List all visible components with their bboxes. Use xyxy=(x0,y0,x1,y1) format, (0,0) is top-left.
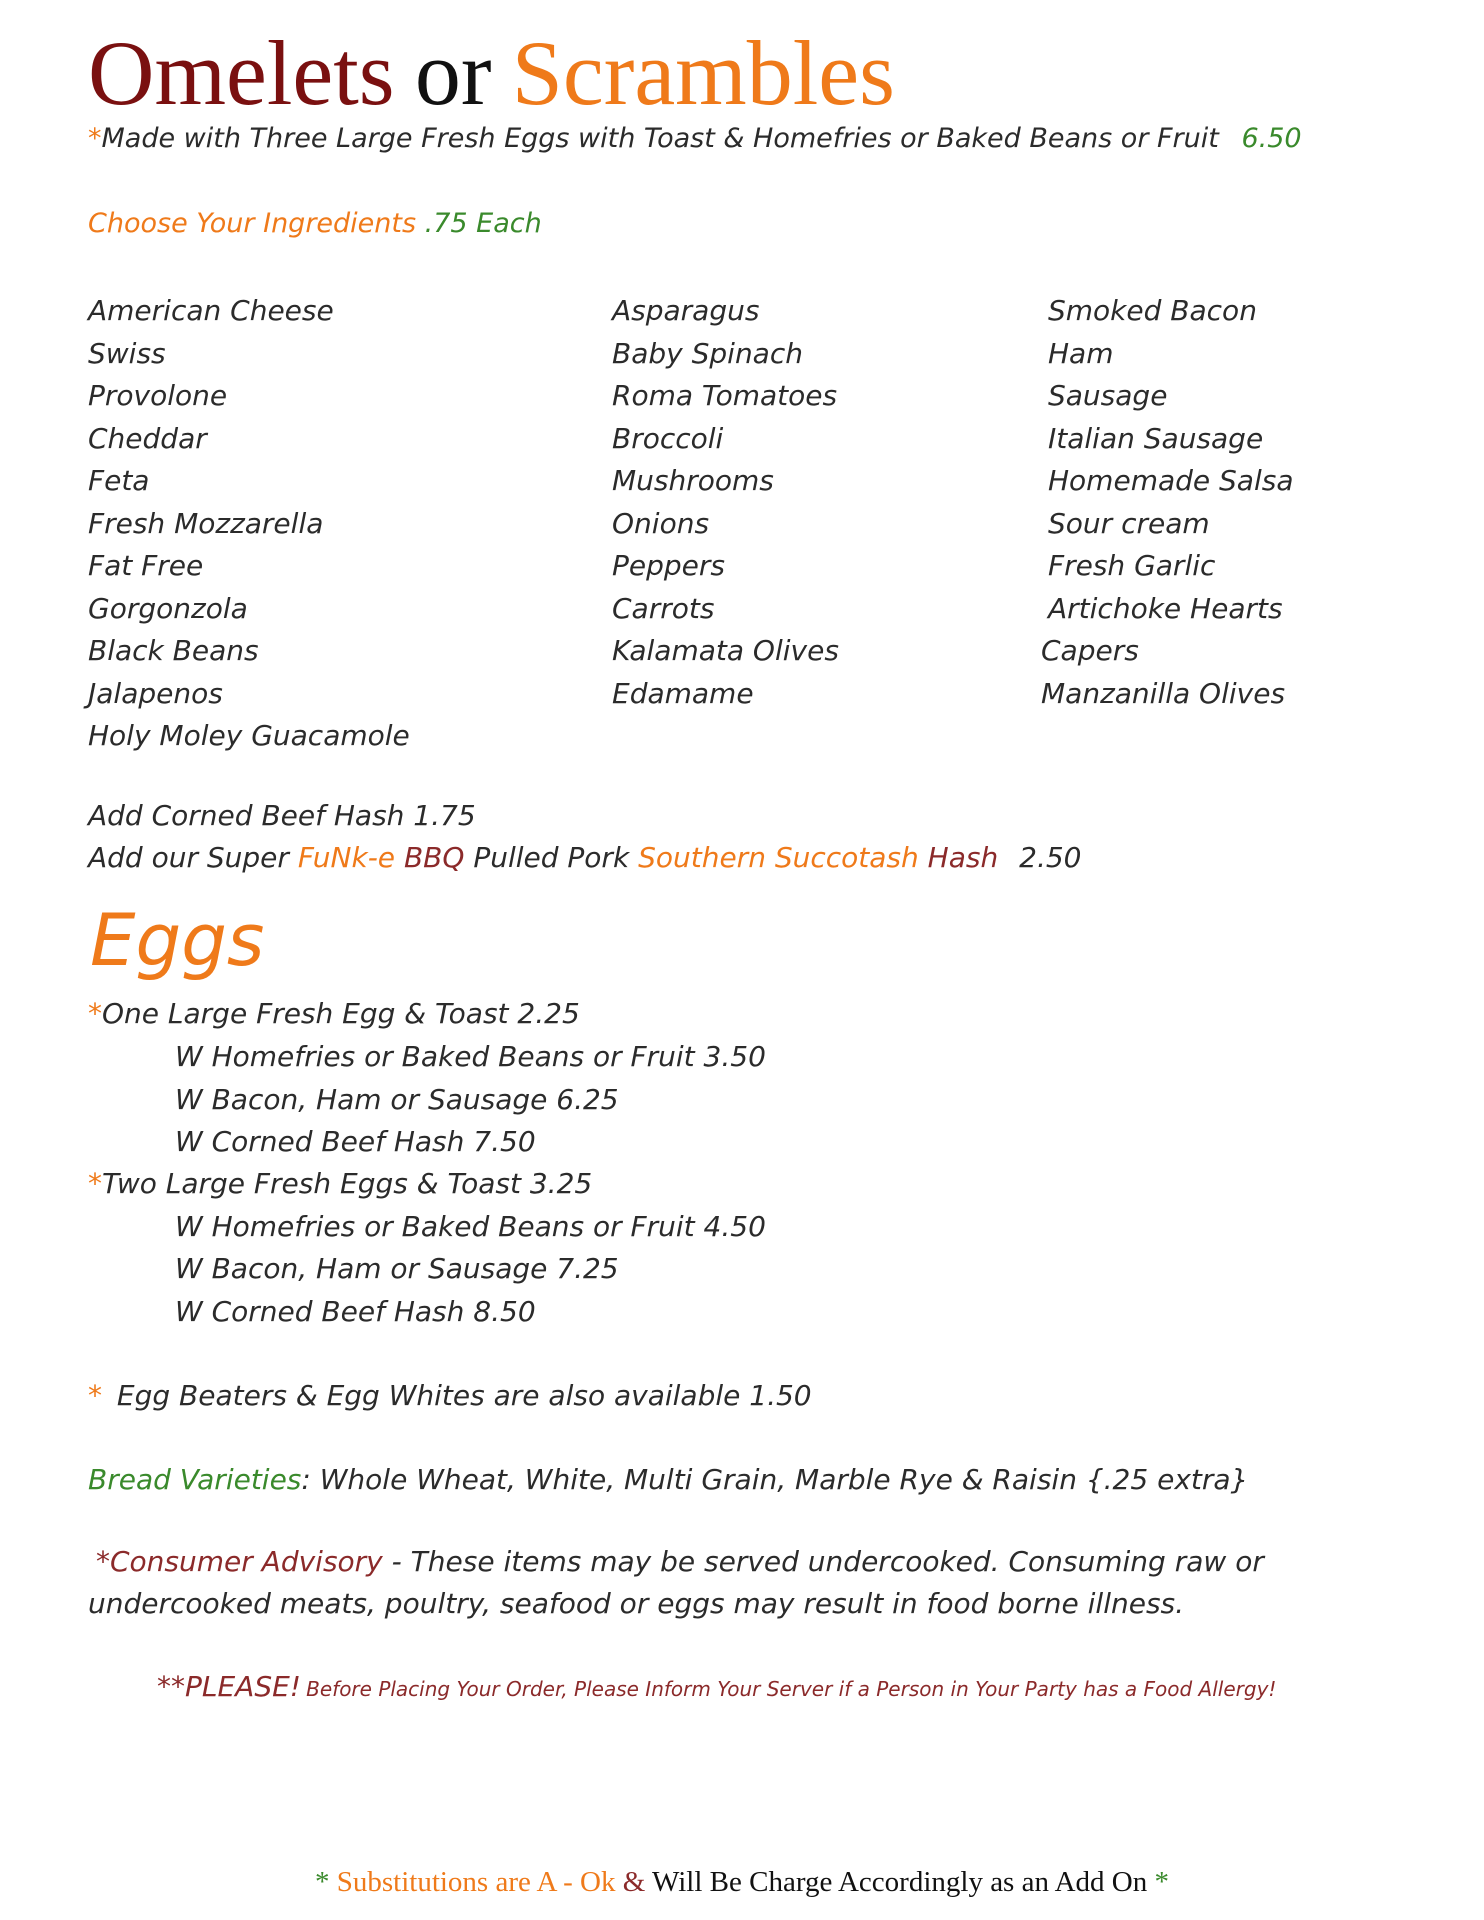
ingredient-item: Fat Free xyxy=(88,549,204,582)
egg-one-bacon: W Bacon, Ham or Sausage 6.25 xyxy=(175,1083,619,1116)
ingredient-item: Provolone xyxy=(88,379,228,412)
egg-one-corned: W Corned Beef Hash 7.50 xyxy=(175,1125,536,1158)
ingredient-item: Mushrooms xyxy=(612,464,774,497)
advisory-text: - These items may be served undercooked. Consuming raw or undercooked meats, poultry, seafood or eggs may result in food borne illness. xyxy=(88,1545,1264,1620)
ingredients-label: Choose Your Ingredients xyxy=(88,208,417,239)
ingredient-item: Broccoli xyxy=(612,421,724,455)
egg-two-bacon: W Bacon, Ham or Sausage 7.25 xyxy=(175,1252,619,1285)
addon-southern: Southern xyxy=(638,841,766,874)
ingredient-item: Italian Sausage xyxy=(1048,421,1264,455)
addon-corned-beef: Add Corned Beef Hash 1.75 xyxy=(88,799,476,832)
eggs-heading: Eggs xyxy=(90,898,265,982)
omelet-price: 6.50 xyxy=(1241,123,1302,154)
addon-hash: Hash xyxy=(927,841,999,874)
addon-pork-price: 2.50 xyxy=(1019,841,1082,874)
footer-star-left: * xyxy=(314,1866,330,1898)
omelet-description xyxy=(88,120,1302,158)
addon-bbq: BBQ xyxy=(403,841,465,874)
substitutions-footer xyxy=(0,1862,1484,1902)
ingredient-item: Sausage xyxy=(1048,379,1168,412)
egg-one-homefries: W Homefries or Baked Beans or Fruit 3.50 xyxy=(175,1040,766,1073)
ingredient-item: Capers xyxy=(1041,634,1139,667)
addon-prefix: Add our Super xyxy=(88,841,289,874)
ingredient-item: Peppers xyxy=(612,549,725,582)
allergy-text: Before Placing Your Order, Please Inform Your Server if a Person in Your Party has a Food Allergy! xyxy=(306,1677,1277,1701)
ingredient-item: Swiss xyxy=(88,336,166,370)
ingredients-column-meats xyxy=(1041,290,1294,715)
footer-star-right: * xyxy=(1154,1866,1170,1898)
footer-rest: Will Be Charge Accordingly as an Add On xyxy=(652,1866,1148,1898)
egg-two-corned: W Corned Beef Hash 8.50 xyxy=(175,1295,536,1328)
page-title xyxy=(88,18,895,128)
ingredients-column-cheese xyxy=(88,290,410,758)
ingredient-item: Artichoke Hearts xyxy=(1048,591,1283,625)
asterisk-icon: * xyxy=(88,997,102,1030)
allergy-please: **PLEASE! xyxy=(157,1670,302,1703)
allergy-notice xyxy=(157,1670,1276,1703)
ingredient-item: Edamame xyxy=(612,676,754,710)
addon-succotash: Succotash xyxy=(774,841,919,874)
ingredient-item: Black Beans xyxy=(88,634,259,667)
advisory-label: *Consumer Advisory xyxy=(96,1545,383,1578)
ingredient-item: Fresh Garlic xyxy=(1048,549,1216,582)
addon-pulled-pork xyxy=(88,839,1081,877)
ingredient-item: Manzanilla Olives xyxy=(1041,676,1286,710)
ingredients-price: .75 Each xyxy=(424,208,542,239)
egg-two-eggs xyxy=(88,1164,592,1204)
footer-substitutions: Substitutions are A - Ok xyxy=(336,1866,616,1898)
ingredient-item: Carrots xyxy=(612,591,715,625)
ingredients-column-vegetables xyxy=(612,290,839,715)
intro-text: Made with Three Large Fresh Eggs with Toast & Homefries or Baked Beans or Fruit xyxy=(101,123,1219,154)
ingredient-item: Roma Tomatoes xyxy=(612,379,838,412)
egg-one-egg-label: One Large Fresh Egg & Toast 2.25 xyxy=(102,997,580,1030)
ingredient-item: Asparagus xyxy=(612,294,760,327)
egg-beaters-note xyxy=(88,1376,812,1416)
ingredients-header xyxy=(88,205,542,243)
bread-label: Bread Varieties xyxy=(88,1463,302,1496)
ingredient-item: Kalamata Olives xyxy=(612,634,839,667)
egg-one-egg xyxy=(88,994,580,1034)
consumer-advisory xyxy=(88,1541,1388,1625)
addon-funke: FuNk-e xyxy=(297,841,396,874)
ingredient-item: Ham xyxy=(1048,336,1114,370)
asterisk-icon: * xyxy=(88,1379,102,1412)
bread-text: : Whole Wheat, White, Multi Grain, Marble Rye & Raisin {.25 extra} xyxy=(301,1463,1249,1496)
ingredient-item: Feta xyxy=(88,464,150,497)
ingredient-item: American Cheese xyxy=(88,294,334,327)
title-scrambles: Scrambles xyxy=(511,22,895,124)
ingredient-item: Gorgonzola xyxy=(88,591,248,625)
ingredient-item: Baby Spinach xyxy=(612,336,803,370)
asterisk-icon: * xyxy=(88,1167,102,1200)
egg-two-eggs-label: Two Large Fresh Eggs & Toast 3.25 xyxy=(102,1167,593,1200)
title-omelets: Omelets xyxy=(88,22,395,124)
addon-pulled-pork-label: Pulled Pork xyxy=(473,841,630,874)
ingredient-item: Smoked Bacon xyxy=(1048,294,1257,327)
bread-varieties xyxy=(88,1460,1248,1500)
intro-asterisk: * xyxy=(88,123,102,154)
footer-amp: & xyxy=(622,1866,646,1898)
ingredient-item: Cheddar xyxy=(88,421,207,455)
ingredient-item: Fresh Mozzarella xyxy=(88,506,324,540)
title-or: or xyxy=(414,22,492,124)
ingredient-item: Jalapenos xyxy=(88,676,223,710)
ingredient-item: Sour cream xyxy=(1048,506,1210,540)
ingredient-item: Holy Moley Guacamole xyxy=(88,719,410,752)
egg-beaters-text: Egg Beaters & Egg Whites are also available 1.50 xyxy=(116,1379,812,1412)
egg-two-homefries: W Homefries or Baked Beans or Fruit 4.50 xyxy=(175,1210,766,1243)
ingredient-item: Onions xyxy=(612,506,710,540)
ingredient-item: Homemade Salsa xyxy=(1048,464,1294,497)
